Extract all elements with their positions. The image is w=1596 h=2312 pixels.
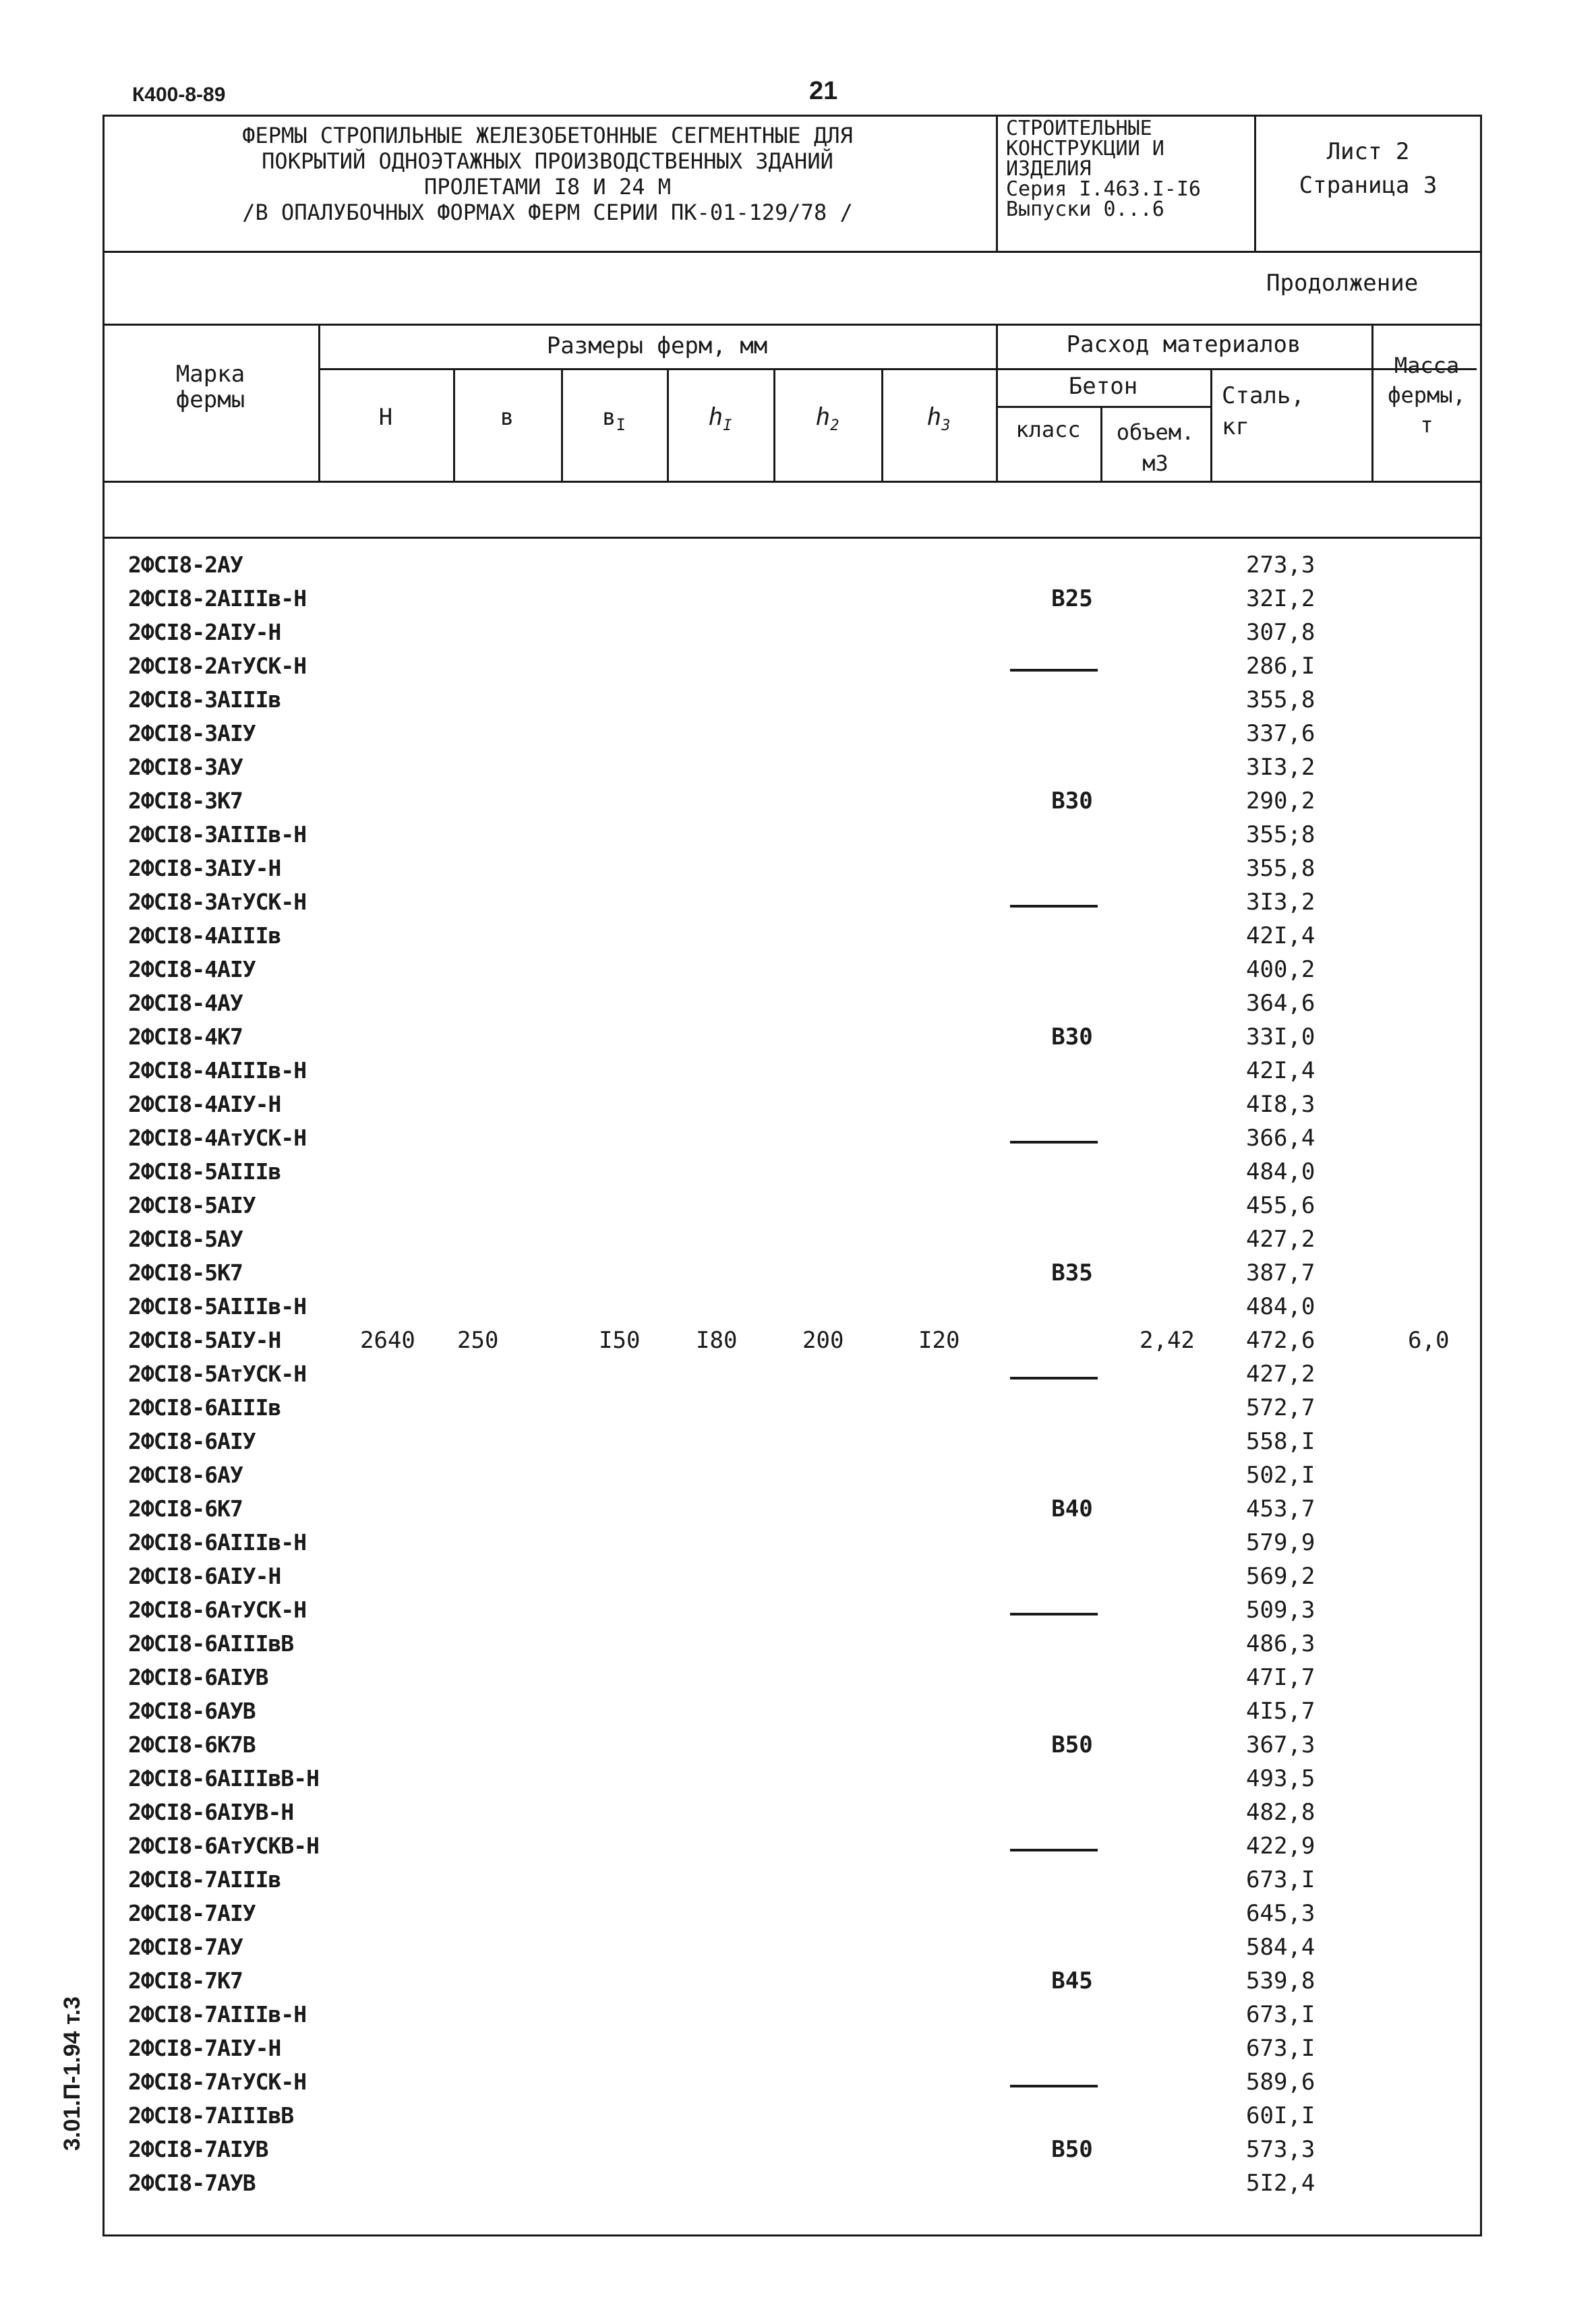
series-line-4: Серия I.463.I-I6	[1006, 177, 1201, 201]
row-steel: 484,0	[1246, 1158, 1316, 1185]
table-row	[0, 1660, 1596, 1694]
row-mark: 2ФСI8-6АтУСКВ-Н	[128, 1833, 320, 1859]
row-mark: 2ФСI8-3АIУ	[128, 720, 256, 746]
class-same-dash	[1010, 1141, 1098, 1144]
row-concrete-class: В40	[1051, 1495, 1093, 1522]
col-h-header	[318, 405, 453, 430]
row-steel: 60I,I	[1246, 2102, 1316, 2129]
title-line-3: ПРОЛЕТАМИ I8 И 24 М	[423, 174, 672, 200]
row-steel: 584,4	[1246, 1934, 1316, 1961]
table-row	[0, 1222, 1596, 1255]
row-mark: 2ФСI8-5АIУ-Н	[128, 1327, 281, 1353]
col-h2-label: h	[815, 403, 831, 431]
table-row	[0, 1761, 1596, 1795]
table-row	[0, 2166, 1596, 2199]
row-steel: 33I,0	[1246, 1024, 1316, 1050]
col-h1-header	[667, 405, 773, 439]
table-row	[0, 1862, 1596, 1896]
row-mark: 2ФСI8-5АтУСК-Н	[128, 1361, 307, 1387]
table-row	[0, 649, 1596, 682]
table-row	[0, 750, 1596, 783]
row-mark: 2ФСI8-7АIУ-Н	[128, 2035, 281, 2061]
materials-group-header: Расход материалов	[1066, 331, 1301, 358]
row-mark: 2ФСI8-4АтУСК-Н	[128, 1125, 307, 1151]
row-mark: 2ФСI8-7АУ	[128, 1934, 243, 1960]
row-steel: 558,I	[1246, 1428, 1316, 1455]
series-info	[1006, 119, 1201, 220]
row-steel: 645,3	[1246, 1900, 1316, 1927]
row-mark: 2ФСI8-7К7	[128, 1967, 243, 1994]
table-row	[0, 1559, 1596, 1593]
series-line-2: КОНСТРУКЦИИ И	[1006, 137, 1164, 160]
row-concrete-class: В25	[1051, 585, 1093, 612]
col-h2-sub: 2	[830, 417, 839, 435]
row-concrete-class: В45	[1051, 1967, 1093, 1994]
row-steel: 572,7	[1246, 1394, 1316, 1421]
row-mark: 2ФСI8-2АУ	[128, 552, 243, 578]
table-row	[0, 1694, 1596, 1727]
row-mark: 2ФСI8-6АIIIв	[128, 1394, 281, 1421]
row-steel: 387,7	[1246, 1259, 1316, 1286]
series-line-1: СТРОИТЕЛЬНЫЕ	[1006, 117, 1152, 140]
class-same-dash	[1010, 1613, 1098, 1616]
row-mark: 2ФСI8-2АIУ-Н	[128, 619, 281, 645]
row-steel: 4I8,3	[1246, 1091, 1316, 1118]
table-row	[0, 1997, 1596, 2031]
row-steel: 273,3	[1246, 552, 1316, 579]
row-steel: 400,2	[1246, 956, 1316, 983]
table-row	[0, 547, 1596, 581]
row-mark: 2ФСI8-2АIIIв-Н	[128, 585, 307, 612]
row-steel: 539,8	[1246, 1967, 1316, 1994]
row-mark: 2ФСI8-2АтУСК-Н	[128, 653, 307, 679]
sheet-info	[1257, 135, 1479, 202]
col-mark-header	[102, 361, 318, 413]
class-same-dash	[1010, 1377, 1098, 1380]
class-same-dash	[1010, 669, 1098, 672]
table-row	[0, 918, 1596, 952]
table-row	[0, 986, 1596, 1019]
row-steel: 673,I	[1246, 2035, 1316, 2062]
row-steel: 367,3	[1246, 1731, 1316, 1758]
row-mark: 2ФСI8-3К7	[128, 788, 243, 814]
steel-line-2: кг	[1222, 413, 1249, 440]
common-volume: 2,42	[1140, 1327, 1195, 1354]
table-row	[0, 2132, 1596, 2166]
row-steel: 482,8	[1246, 1799, 1316, 1826]
row-mark: 2ФСI8-6АIIIвВ	[128, 1630, 294, 1657]
row-steel: 486,3	[1246, 1630, 1316, 1657]
row-mark: 2ФСI8-3АIIIв	[128, 686, 281, 713]
row-steel: 502,I	[1246, 1462, 1316, 1489]
row-mark: 2ФСI8-4АIIIв-Н	[128, 1057, 307, 1084]
table-row	[0, 615, 1596, 649]
row-steel: 355;8	[1246, 821, 1316, 848]
table-row	[0, 1424, 1596, 1458]
side-code: 3.01.П-1.94 т.3	[59, 1996, 85, 2151]
row-steel: 290,2	[1246, 788, 1316, 814]
table-row	[0, 1896, 1596, 1930]
table-row	[0, 1053, 1596, 1087]
row-mark: 2ФСI8-7АУВ	[128, 2170, 256, 2196]
page-label: Страница 3	[1299, 172, 1438, 199]
row-steel: 4I5,7	[1246, 1698, 1316, 1725]
table-row	[0, 817, 1596, 851]
steel-header	[1222, 380, 1305, 442]
table-row	[0, 1390, 1596, 1424]
table-row	[0, 581, 1596, 615]
row-steel: 673,I	[1246, 1866, 1316, 1893]
row-mark: 2ФСI8-4К7	[128, 1024, 243, 1050]
title-block	[102, 115, 1482, 253]
series-line-3: ИЗДЕЛИЯ	[1006, 157, 1092, 181]
mass-line-3: т	[1420, 412, 1434, 438]
sheet-label: Лист 2	[1326, 138, 1410, 165]
row-mark: 2ФСI8-3АIУ-Н	[128, 855, 281, 881]
row-steel: 42I,4	[1246, 922, 1316, 949]
table-row	[0, 783, 1596, 817]
row-mark: 2ФСI8-6АIУВ	[128, 1664, 268, 1690]
table-row	[0, 1491, 1596, 1525]
row-mark: 2ФСI8-6АIУВ-Н	[128, 1799, 294, 1825]
table-row	[0, 1323, 1596, 1357]
page-number: 21	[809, 77, 838, 105]
col-h2-header	[773, 405, 881, 439]
table-row	[0, 1188, 1596, 1222]
col-mark-line-1: Марка	[175, 361, 245, 388]
row-mark: 2ФСI8-3АтУСК-Н	[128, 889, 307, 915]
mass-line-1: Масса	[1394, 353, 1460, 378]
row-steel: 32I,2	[1246, 585, 1316, 612]
table-row	[0, 1829, 1596, 1862]
volume-line-1: объем.	[1116, 419, 1195, 445]
row-steel: 286,I	[1246, 653, 1316, 680]
row-mark: 2ФСI8-3АIIIв-Н	[128, 821, 307, 848]
row-mark: 2ФСI8-4АIIIв	[128, 922, 281, 949]
table-row	[0, 1963, 1596, 1997]
row-mark: 2ФСI8-6АIIIв-Н	[128, 1529, 307, 1555]
table-row	[0, 2098, 1596, 2132]
table-row	[0, 1289, 1596, 1323]
row-mark: 2ФСI8-5АIIIв-Н	[128, 1293, 307, 1320]
row-mark: 2ФСI8-7АIУ	[128, 1900, 256, 1926]
table-row	[0, 1930, 1596, 1963]
row-steel: 579,9	[1246, 1529, 1316, 1556]
mass-header	[1371, 351, 1482, 440]
row-mark: 2ФСI8-6АтУСК-Н	[128, 1597, 307, 1623]
concrete-class-header: класс	[1015, 417, 1081, 442]
document-title	[143, 123, 952, 225]
row-mark: 2ФСI8-6АIIIвВ-Н	[128, 1765, 320, 1791]
row-concrete-class: В30	[1051, 1024, 1093, 1050]
row-mark: 2ФСI8-6АУ	[128, 1462, 243, 1488]
class-same-dash	[1010, 905, 1098, 908]
table-row	[0, 1795, 1596, 1829]
table-row	[0, 885, 1596, 918]
table-row	[0, 1727, 1596, 1761]
table-row	[0, 1357, 1596, 1390]
row-mark: 2ФСI8-6АУВ	[128, 1698, 256, 1724]
row-mark: 2ФСI8-7АIУВ	[128, 2136, 268, 2162]
row-steel: 3I3,2	[1246, 754, 1316, 781]
row-steel: 493,5	[1246, 1765, 1316, 1792]
table-row	[0, 2031, 1596, 2065]
table-row	[0, 1121, 1596, 1154]
volume-line-2: м3	[1142, 450, 1169, 476]
col-h1-sub: I	[723, 417, 732, 435]
row-steel: 455,6	[1246, 1192, 1316, 1219]
row-steel: 573,3	[1246, 2136, 1316, 2163]
mass-line-2: фермы,	[1388, 382, 1466, 408]
row-steel: 509,3	[1246, 1597, 1316, 1624]
row-steel: 589,6	[1246, 2069, 1316, 2096]
row-mark: 2ФСI8-5АIУ	[128, 1192, 256, 1218]
row-steel: 484,0	[1246, 1293, 1316, 1320]
row-mark: 2ФСI8-6К7В	[128, 1731, 256, 1758]
row-steel: 355,8	[1246, 855, 1316, 882]
common-b1: I50	[599, 1327, 641, 1354]
title-line-4: /В ОПАЛУБОЧНЫХ ФОРМАХ ФЕРМ СЕРИИ ПК-01-129/78 /	[242, 200, 853, 225]
col-h3-header	[881, 405, 996, 439]
common-h: 2640	[360, 1327, 415, 1354]
row-steel: 427,2	[1246, 1226, 1316, 1253]
common-b: 250	[457, 1327, 499, 1354]
table-row	[0, 1458, 1596, 1491]
continuation-label: Продолжение	[1266, 270, 1419, 297]
table-row	[0, 1626, 1596, 1660]
col-b-header	[453, 405, 561, 430]
table-row	[0, 1593, 1596, 1626]
row-mark: 2ФСI8-4АУ	[128, 990, 243, 1016]
steel-line-1: Сталь,	[1222, 382, 1305, 409]
row-concrete-class: В30	[1051, 788, 1093, 814]
common-h2: 200	[802, 1327, 844, 1354]
table-row	[0, 1255, 1596, 1289]
col-h3-sub: 3	[941, 417, 951, 435]
concrete-header: Бетон	[1068, 373, 1138, 400]
table-row	[0, 851, 1596, 885]
row-steel: 569,2	[1246, 1563, 1316, 1590]
row-mark: 2ФСI8-6АIУ	[128, 1428, 256, 1454]
title-line-1: ФЕРМЫ СТРОПИЛЬНЫЕ ЖЕЛЕЗОБЕТОННЫЕ СЕГМЕНТНЫЕ ДЛЯ	[242, 123, 853, 148]
col-mark-line-2: фермы	[175, 386, 245, 413]
series-line-5: Выпуски 0...6	[1006, 198, 1164, 221]
row-steel: 366,4	[1246, 1125, 1316, 1152]
row-steel: 673,I	[1246, 2001, 1316, 2028]
row-steel: 47I,7	[1246, 1664, 1316, 1691]
common-h1: I80	[696, 1327, 738, 1354]
table-row	[0, 716, 1596, 750]
table-row	[0, 682, 1596, 716]
row-mark: 2ФСI8-6К7	[128, 1495, 243, 1522]
row-mark: 2ФСI8-4АIУ	[128, 956, 256, 982]
table-row	[0, 2065, 1596, 2098]
row-steel: 42I,4	[1246, 1057, 1316, 1084]
row-mark: 2ФСI8-4АIУ-Н	[128, 1091, 281, 1117]
col-h-label: Н	[378, 404, 393, 431]
row-steel: 5I2,4	[1246, 2170, 1316, 2197]
row-steel: 422,9	[1246, 1833, 1316, 1860]
col-h3-label: h	[926, 403, 942, 431]
row-mark: 2ФСI8-3АУ	[128, 754, 243, 780]
row-mark: 2ФСI8-7АIIIвВ	[128, 2102, 294, 2129]
row-mark: 2ФСI8-7АIIIв-Н	[128, 2001, 307, 2027]
title-line-2: ПОКРЫТИЙ ОДНОЭТАЖНЫХ ПРОИЗВОДСТВЕННЫХ ЗДАНИЙ	[262, 148, 833, 174]
row-concrete-class: В50	[1051, 1731, 1093, 1758]
row-mark: 2ФСI8-7АтУСК-Н	[128, 2069, 307, 2095]
row-mark: 2ФСI8-5АУ	[128, 1226, 243, 1252]
table-row	[0, 1019, 1596, 1053]
row-steel: 337,6	[1246, 720, 1316, 747]
row-mark: 2ФСI8-5АIIIв	[128, 1158, 281, 1185]
class-same-dash	[1010, 1849, 1098, 1851]
col-b1-header	[561, 405, 667, 438]
row-steel: 307,8	[1246, 619, 1316, 646]
document-code: К400-8-89	[132, 84, 226, 106]
row-steel: 3I3,2	[1246, 889, 1316, 916]
row-steel: 427,2	[1246, 1361, 1316, 1388]
col-b-label: в	[500, 404, 514, 431]
common-mass: 6,0	[1408, 1327, 1450, 1354]
row-steel: 364,6	[1246, 990, 1316, 1017]
table-row	[0, 952, 1596, 986]
col-b1-label: в	[602, 404, 616, 431]
row-steel: 472,6	[1246, 1327, 1316, 1354]
row-concrete-class: В35	[1051, 1259, 1093, 1286]
col-h1-label: h	[708, 403, 723, 431]
row-mark: 2ФСI8-6АIУ-Н	[128, 1563, 281, 1589]
common-h3: I20	[918, 1327, 960, 1354]
sizes-group-header: Размеры ферм, мм	[546, 332, 768, 359]
row-concrete-class: В50	[1051, 2136, 1093, 2163]
row-steel: 453,7	[1246, 1495, 1316, 1522]
class-same-dash	[1010, 2085, 1098, 2087]
row-mark: 2ФСI8-7АIIIв	[128, 1866, 281, 1893]
frame-bottom	[102, 2234, 1482, 2236]
concrete-volume-header	[1100, 417, 1210, 479]
row-mark: 2ФСI8-5К7	[128, 1259, 243, 1286]
table-row	[0, 1154, 1596, 1188]
table-header	[102, 324, 1482, 539]
table-row	[0, 1525, 1596, 1559]
col-b1-sub: I	[616, 415, 626, 434]
row-steel: 355,8	[1246, 686, 1316, 713]
table-row	[0, 1087, 1596, 1121]
